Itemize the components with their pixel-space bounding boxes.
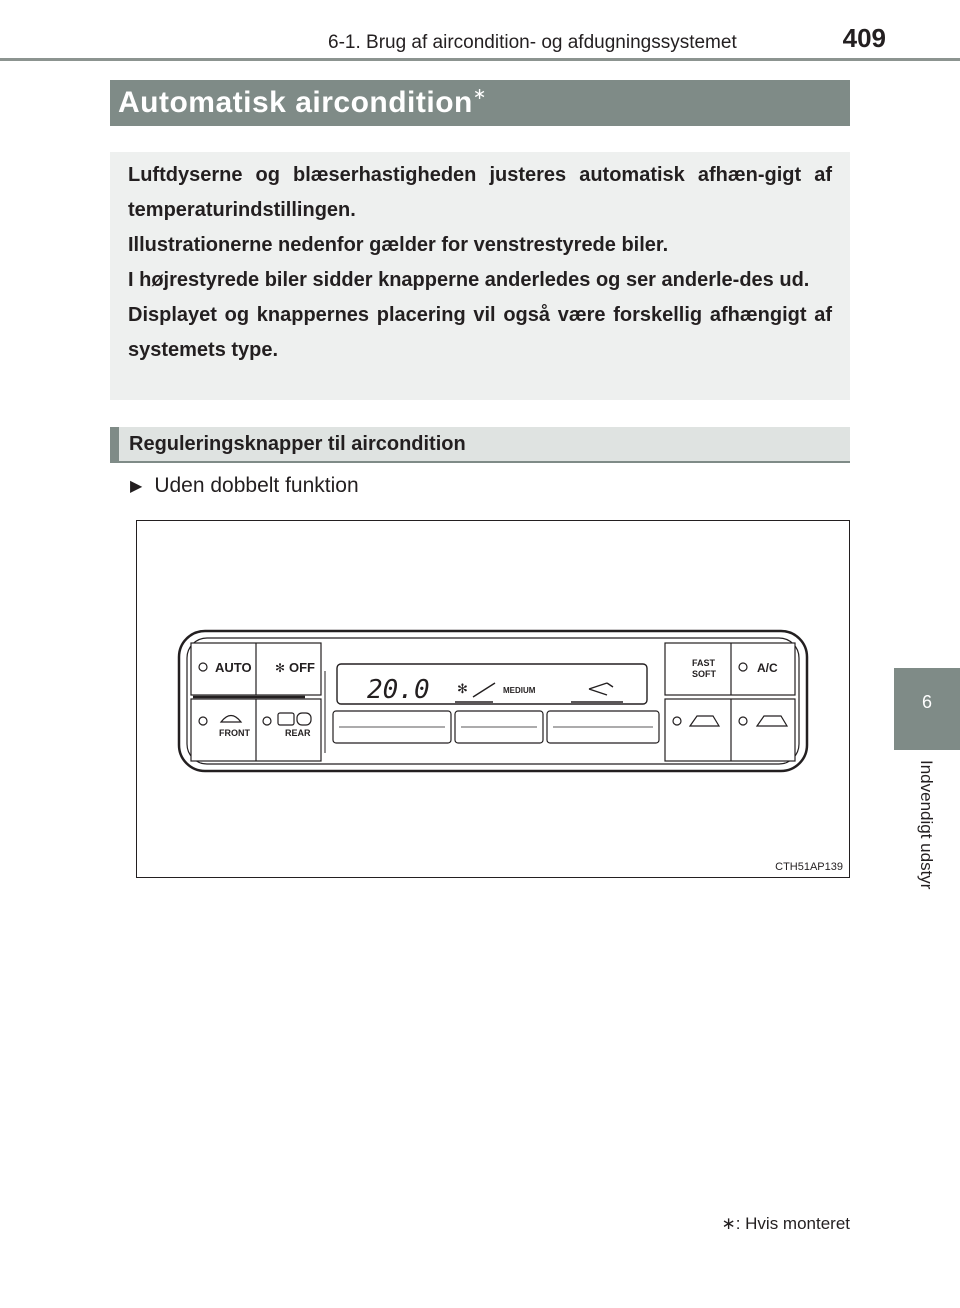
control-panel-figure	[136, 520, 850, 878]
chapter-number: 6	[921, 692, 932, 712]
fan-icon: ✻	[275, 661, 286, 675]
control-panel-illustration	[137, 521, 849, 877]
variant-label: Uden dobbelt funktion	[154, 474, 359, 497]
rear-label: REAR	[285, 728, 311, 738]
display-fan-icon: ✻	[457, 682, 468, 697]
title-text: Automatisk aircondition	[118, 86, 473, 119]
figure-id: CTH51AP139	[775, 861, 843, 873]
section-title: 6-1. Brug af aircondition- og afdugningssystemet	[328, 32, 737, 53]
right-bottom-block	[665, 699, 795, 761]
auto-label: AUTO	[215, 660, 252, 675]
footnote-text: : Hvis monteret	[735, 1214, 850, 1233]
off-label: OFF	[289, 660, 315, 675]
fast-soft-button	[692, 658, 717, 679]
temperature-readout: 20.0	[367, 675, 430, 705]
chapter-label: Indvendigt udstyr	[917, 760, 936, 890]
intro-paragraph: Displayet og knappernes placering vil også være forskellig afhængigt af systemets type.	[128, 304, 832, 361]
triangle-marker-icon: ▶	[130, 478, 143, 495]
intro-paragraph: Illustrationerne nedenfor gælder for venstrestyrede biler.	[128, 234, 669, 256]
intro-paragraph: Luftdyserne og blæserhastigheden justeres automatisk afhæn-gigt af temperaturindstillingen.	[128, 164, 832, 221]
soft-label: SOFT	[692, 669, 716, 679]
fast-label: FAST	[692, 658, 716, 668]
fan-off-button	[275, 660, 315, 675]
front-label: FRONT	[219, 728, 250, 738]
variant-heading	[130, 472, 359, 500]
ac-label: A/C	[757, 661, 778, 675]
fan-mode-label: MEDIUM	[503, 686, 536, 695]
chapter-tab[interactable]	[894, 668, 960, 750]
footnote	[721, 1214, 850, 1234]
subsection-title: Reguleringsknapper til aircondition	[110, 427, 850, 463]
running-head	[110, 23, 886, 54]
title-mark: ∗	[472, 86, 487, 103]
intro-box	[110, 152, 850, 400]
footnote-mark: ∗	[721, 1214, 736, 1233]
page-number: 409	[842, 23, 886, 53]
intro-paragraph: I højrestyrede biler sidder knapperne anderledes og ser anderle-des ud.	[128, 269, 810, 291]
page-title	[110, 80, 850, 126]
header-rule	[0, 58, 960, 61]
